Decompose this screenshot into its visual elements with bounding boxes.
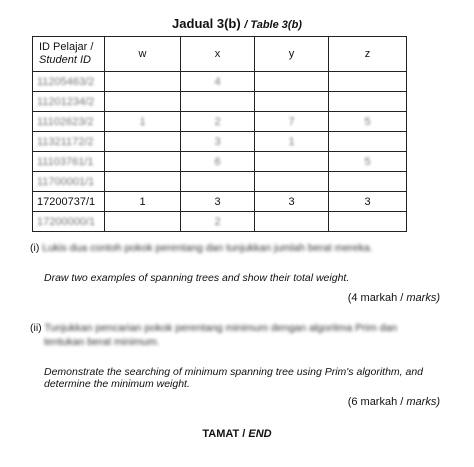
cell-w: 1	[105, 112, 181, 132]
cell-z	[329, 172, 407, 192]
header-x: x	[181, 37, 255, 72]
cell-y	[255, 212, 329, 232]
header-id-en: Student ID	[39, 54, 91, 66]
cell-id: 17200737/1	[33, 192, 105, 212]
table-row	[33, 192, 407, 212]
cell-id: 11700001/1	[33, 172, 105, 192]
marks-ms: (4 markah /	[347, 292, 404, 304]
cell-y	[255, 172, 329, 192]
table-row	[33, 72, 407, 92]
cell-w	[105, 172, 181, 192]
question-number: (ii)	[30, 322, 42, 334]
cell-y: 1	[255, 132, 329, 152]
question-ii-ms-line2	[44, 336, 160, 348]
student-table	[32, 36, 407, 232]
cell-x: 3	[181, 132, 255, 152]
question-i-ms	[30, 242, 373, 254]
marks-i	[348, 292, 440, 304]
cell-id: 11103761/1	[33, 152, 105, 172]
cell-id: 11201234/2	[33, 92, 105, 112]
cell-x: 2	[181, 212, 255, 232]
cell-y	[255, 92, 329, 112]
cell-x: 3	[181, 192, 255, 212]
cell-z	[329, 212, 407, 232]
question-text-en: Draw two examples of spanning trees and show their total weight.	[44, 272, 350, 284]
question-text-en-2: determine the minimum weight.	[44, 378, 190, 390]
marks-ms: (6 markah /	[347, 396, 404, 408]
cell-w	[105, 212, 181, 232]
cell-x	[181, 172, 255, 192]
question-ii-ms	[30, 322, 397, 334]
question-i-en	[44, 272, 349, 284]
cell-w	[105, 72, 181, 92]
caption-ms: Jadual 3(b)	[172, 16, 241, 31]
table-row	[33, 212, 407, 232]
question-text-en: Demonstrate the searching of minimum spanning tree using Prim's algorithm, and	[44, 366, 424, 378]
cell-z: 5	[329, 112, 407, 132]
end-ms: TAMAT	[202, 428, 240, 440]
caption-en: / Table 3(b)	[244, 19, 302, 31]
cell-id: 11205463/2	[33, 72, 105, 92]
question-text-ms: Lukis dua contoh pokok perentang dan tunjukkan jumlah berat mereka.	[42, 242, 373, 254]
cell-y: 7	[255, 112, 329, 132]
cell-x: 4	[181, 72, 255, 92]
cell-x: 2	[181, 112, 255, 132]
header-z: z	[329, 37, 407, 72]
cell-z: 5	[329, 152, 407, 172]
table-row	[33, 132, 407, 152]
table-row	[33, 172, 407, 192]
table-row	[33, 112, 407, 132]
cell-z: 3	[329, 192, 407, 212]
table-row	[33, 92, 407, 112]
cell-x	[181, 92, 255, 112]
end-separator: /	[242, 428, 246, 440]
header-id-ms: ID Pelajar /	[39, 41, 94, 53]
table-header-row	[33, 37, 407, 72]
table-caption	[0, 16, 474, 31]
cell-id: 17200000/1	[33, 212, 105, 232]
question-text-ms-2: tentukan berat minimum.	[44, 336, 160, 348]
cell-id: 11102623/2	[33, 112, 105, 132]
cell-w	[105, 132, 181, 152]
marks-en: marks)	[406, 292, 440, 304]
end-marker	[0, 428, 474, 440]
cell-z	[329, 132, 407, 152]
question-text-ms: Tunjukkan pencarian pokok perentang minimum dengan algoritma Prim dan	[44, 322, 398, 334]
table-row	[33, 152, 407, 172]
cell-y: 3	[255, 192, 329, 212]
question-ii-en	[44, 366, 423, 390]
cell-w: 1	[105, 192, 181, 212]
cell-z	[329, 72, 407, 92]
cell-y	[255, 152, 329, 172]
marks-ii	[348, 396, 440, 408]
question-number: (i)	[30, 242, 40, 254]
end-en: END	[248, 428, 272, 440]
header-student-id	[33, 37, 105, 72]
marks-en: marks)	[406, 396, 440, 408]
cell-id: 11321172/2	[33, 132, 105, 152]
cell-x: 6	[181, 152, 255, 172]
cell-w	[105, 92, 181, 112]
cell-y	[255, 72, 329, 92]
header-y: y	[255, 37, 329, 72]
header-w: w	[105, 37, 181, 72]
cell-z	[329, 92, 407, 112]
cell-w	[105, 152, 181, 172]
